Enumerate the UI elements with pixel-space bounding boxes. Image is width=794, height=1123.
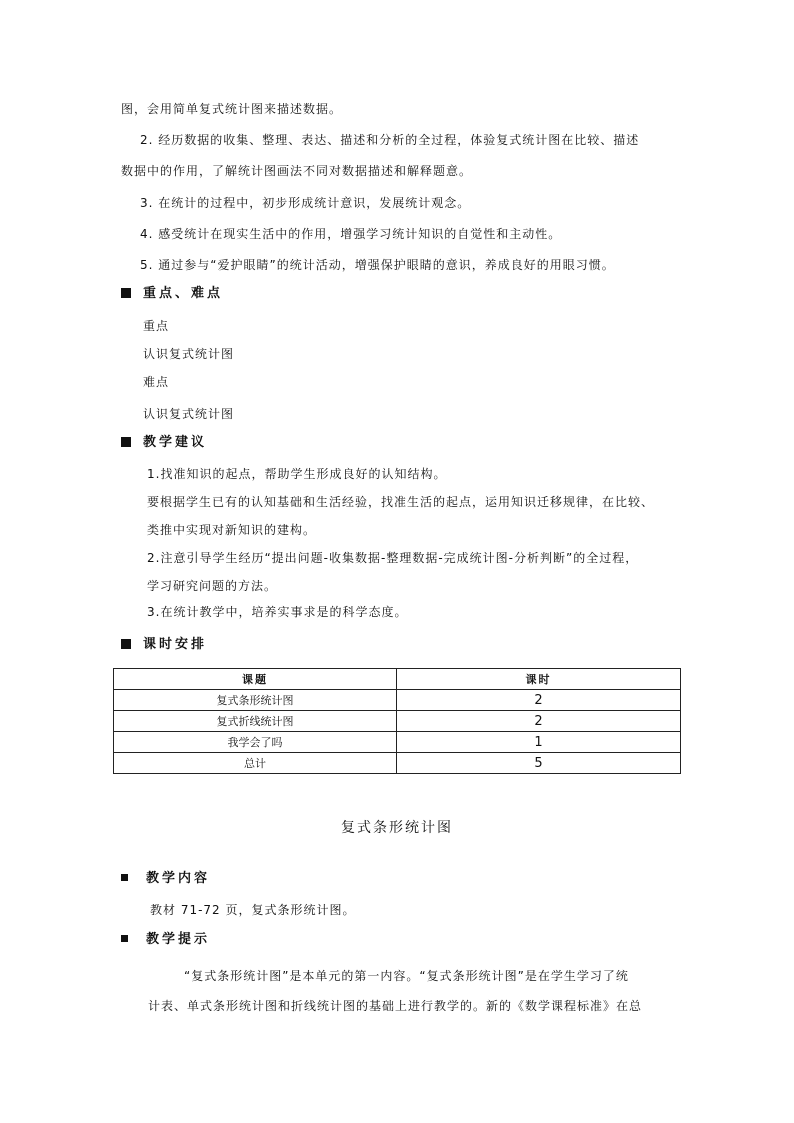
topic-cell: 总计	[114, 753, 397, 774]
objective-line-1: 图，会用简单复式统计图来描述数据。	[121, 102, 343, 116]
content-heading-text: 教学内容	[146, 871, 211, 886]
schedule-table	[113, 668, 681, 774]
bullet-square-icon	[121, 288, 131, 298]
table-row	[114, 711, 681, 732]
key-points-heading	[121, 285, 223, 303]
table-row	[114, 732, 681, 753]
tips-line-1: “复式条形统计图”是本单元的第一内容。“复式条形统计图”是在学生学习了统	[184, 969, 629, 983]
table-row	[114, 690, 681, 711]
section-title: 复式条形统计图	[341, 820, 453, 836]
suggestions-heading	[121, 434, 207, 452]
difficult-point-text: 认识复式统计图	[143, 407, 235, 421]
suggestion-line-1: 1.找准知识的起点，帮助学生形成良好的认知结构。	[147, 467, 447, 481]
hours-cell: 1	[397, 732, 681, 753]
topic-cell: 复式条形统计图	[114, 690, 397, 711]
tips-heading	[121, 931, 210, 949]
key-point-text: 认识复式统计图	[143, 347, 235, 361]
objective-line-4: 3. 在统计的过程中，初步形成统计意识，发展统计观念。	[140, 196, 471, 210]
objective-line-3: 数据中的作用，了解统计图画法不同对数据描述和解释题意。	[121, 164, 473, 178]
table-header-row	[114, 669, 681, 690]
hours-cell: 2	[397, 690, 681, 711]
objective-line-5: 4. 感受统计在现实生活中的作用，增强学习统计知识的自觉性和主动性。	[140, 227, 562, 241]
bullet-square-icon	[121, 639, 131, 649]
content-text: 教材 71-72 页，复式条形统计图。	[150, 903, 356, 917]
difficult-point-label: 难点	[143, 375, 170, 389]
schedule-heading-text: 课时安排	[143, 637, 208, 652]
suggestions-heading-text: 教学建议	[143, 435, 208, 450]
topic-cell: 我学会了吗	[114, 732, 397, 753]
key-point-label: 重点	[143, 319, 170, 333]
bullet-square-icon	[121, 874, 128, 881]
tips-line-2: 计表、单式条形统计图和折线统计图的基础上进行教学的。新的《数学课程标准》在总	[148, 999, 643, 1013]
suggestion-line-4: 2.注意引导学生经历“提出问题-收集数据-整理数据-完成统计图-分析判断”的全过程，	[147, 551, 639, 565]
hours-cell: 5	[397, 753, 681, 774]
bullet-square-icon	[121, 935, 128, 942]
content-heading	[121, 870, 210, 888]
column-header-hours: 课时	[397, 669, 681, 690]
topic-cell: 复式折线统计图	[114, 711, 397, 732]
objective-line-6: 5. 通过参与“爱护眼睛”的统计活动，增强保护眼睛的意识，养成良好的用眼习惯。	[140, 258, 615, 272]
suggestion-line-6: 3.在统计教学中，培养实事求是的科学态度。	[147, 605, 408, 619]
bullet-square-icon	[121, 437, 131, 447]
schedule-heading	[121, 636, 207, 654]
suggestion-line-2: 要根据学生已有的认知基础和生活经验，找准生活的起点，运用知识迁移规律，在比较、	[147, 495, 655, 509]
suggestion-line-5: 学习研究问题的方法。	[147, 579, 278, 593]
table-row	[114, 753, 681, 774]
column-header-topic: 课题	[114, 669, 397, 690]
objective-line-2: 2. 经历数据的收集、整理、表达、描述和分析的全过程，体验复式统计图在比较、描述	[140, 133, 640, 147]
tips-heading-text: 教学提示	[146, 932, 211, 947]
hours-cell: 2	[397, 711, 681, 732]
key-points-heading-text: 重点、难点	[143, 286, 224, 301]
suggestion-line-3: 类推中实现对新知识的建构。	[147, 523, 317, 537]
